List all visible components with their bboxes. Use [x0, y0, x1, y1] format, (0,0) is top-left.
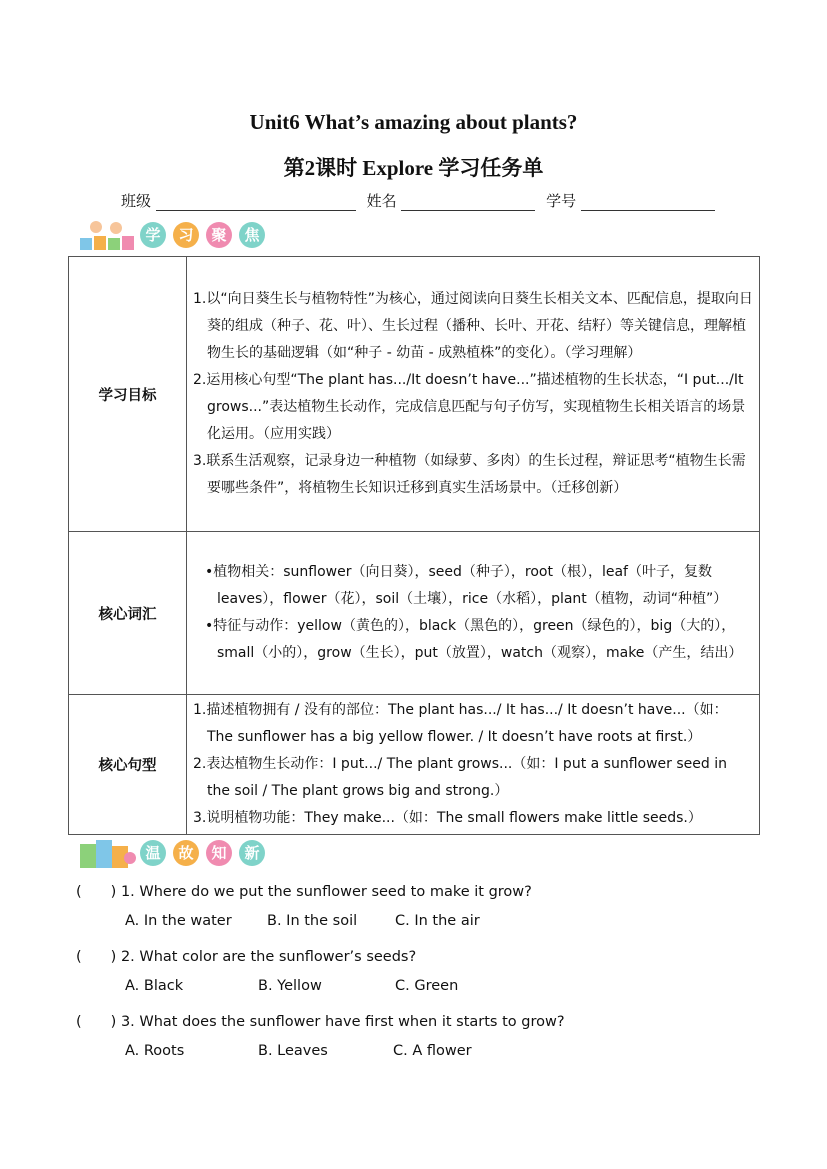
goal-item: 2.运用核心句型“The plant has.../It doesn’t have...”描述植物的生长状态，“I put.../It grows...”表达植物生长动作，完成信息匹配与句子仿写，实现植物生长相关语言的场景化运用。（应用实践） [193, 372, 746, 442]
name-field[interactable] [401, 194, 535, 211]
q3-option-c[interactable]: C. A flower [393, 1043, 472, 1059]
goals-cell [187, 257, 760, 532]
goal-item: 3.联系生活观察，记录身边一种植物（如绿萝、多肉）的生长过程，辩证思考“植物生长需要哪些条件”，将植物生长知识迁移到真实生活场景中。（迁移创新） [193, 453, 746, 496]
student-info-row [121, 190, 721, 211]
q1-option-c[interactable]: C. In the air [395, 913, 480, 929]
question-text: 1. Where do we put the sunflower seed to make it grow? [120, 884, 532, 900]
banner2-char-3: 知 [206, 840, 232, 866]
banner2-char-4: 新 [239, 840, 265, 866]
focus-banner [76, 218, 276, 254]
document-title: Unit6 What’s amazing about plants? [249, 110, 578, 134]
lesson-subtitle: 第2课时 Explore 学习任务单 [283, 156, 544, 180]
sentence-item: 1.描述植物拥有 / 没有的部位：The plant has.../ It has.../ It doesn’t have...（如：The sunflower has a big yellow flower. / It doesn’t have roots at first.） [193, 702, 728, 745]
q2-option-c[interactable]: C. Green [395, 978, 459, 994]
name-label: 姓名 [366, 192, 397, 210]
books-icon [76, 836, 138, 872]
vocab-item: •植物相关：sunflower（向日葵），seed（种子），root（根），leaf（叶子，复数 leaves），flower（花），soil（土壤），rice（水稻），plant（植物，动词“种植”） [205, 564, 728, 607]
goals-row [69, 257, 760, 532]
vocab-item: •特征与动作：yellow（黄色的），black（黑色的），green（绿色的），big（大的），small（小的），grow（生长），put（放置），watch（观察），make（产生，结出） [205, 618, 743, 661]
question-3 [76, 1010, 565, 1031]
number-label: 学号 [546, 192, 577, 210]
class-field[interactable] [156, 194, 356, 211]
question-1 [76, 880, 532, 901]
q2-option-b[interactable]: B. Yellow [258, 978, 322, 994]
sentences-row [69, 695, 760, 835]
vocab-cell [187, 532, 760, 695]
class-label: 班级 [121, 192, 152, 210]
vocab-row [69, 532, 760, 695]
question-text: 3. What does the sunflower have first when it starts to grow? [120, 1014, 565, 1030]
sentence-item: 3.说明植物功能：They make...（如：The small flowers make little seeds.） [193, 810, 702, 826]
answer-blank[interactable]: ( ) [76, 949, 117, 965]
learning-table [68, 256, 760, 835]
banner2-char-2: 故 [173, 840, 199, 866]
number-field[interactable] [581, 194, 715, 211]
answer-blank[interactable]: ( ) [76, 1014, 117, 1030]
banner1-char-2: 习 [173, 222, 199, 248]
banner1-char-3: 聚 [206, 222, 232, 248]
goals-header: 学习目标 [69, 257, 187, 532]
kids-abc-icon [76, 218, 138, 254]
q1-option-b[interactable]: B. In the soil [267, 913, 358, 929]
goal-item: 1.以“向日葵生长与植物特性”为核心，通过阅读向日葵生长相关文本、匹配信息，提取向日葵的组成（种子、花、叶）、生长过程（播种、长叶、开花、结籽）等关键信息，理解植物生长的基础逻辑（如“种子 - 幼苗 - 成熟植株”的变化）。（学习理解） [193, 291, 753, 361]
q3-option-a[interactable]: A. Roots [125, 1043, 185, 1059]
question-text: 2. What color are the sunflower’s seeds? [120, 949, 417, 965]
review-banner [76, 836, 276, 872]
answer-blank[interactable]: ( ) [76, 884, 117, 900]
sentence-item: 2.表达植物生长动作：I put.../ The plant grows...（如：I put a sunflower seed in the soil / The plant grows big and strong.） [193, 756, 727, 799]
banner1-char-4: 焦 [239, 222, 265, 248]
q3-option-b[interactable]: B. Leaves [258, 1043, 328, 1059]
sentences-header: 核心句型 [69, 695, 187, 835]
banner1-char-1: 学 [140, 222, 166, 248]
banner2-char-1: 温 [140, 840, 166, 866]
q2-option-a[interactable]: A. Black [125, 978, 184, 994]
question-2 [76, 945, 416, 966]
q1-option-a[interactable]: A. In the water [125, 913, 232, 929]
vocab-header: 核心词汇 [69, 532, 187, 695]
sentences-cell [187, 695, 760, 835]
